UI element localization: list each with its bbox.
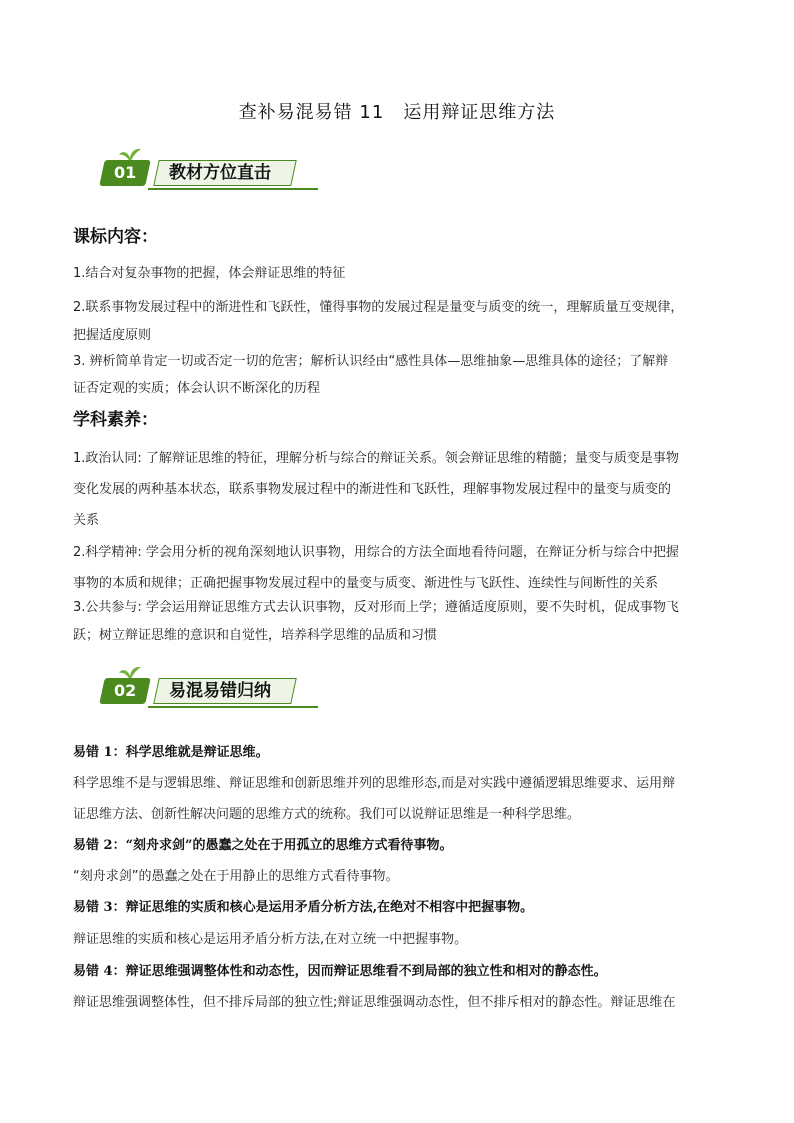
kebiao-item: 证否定观的实质；体会认识不断深化的历程: [73, 381, 321, 396]
heading-kebiao: 课标内容：: [73, 227, 158, 247]
error-heading: 易错 3：辩证思维的实质和核心是运用矛盾分析方法,在绝对不相容中把握事物。: [73, 900, 534, 915]
section-banner-01: [102, 158, 322, 188]
error-heading: 易错 4：辩证思维强调整体性和动态性，因而辩证思维看不到局部的独立性和相对的静态性。: [73, 964, 607, 979]
error-heading: 易错 1：科学思维就是辩证思维。: [73, 745, 269, 760]
suyang-item: 1.政治认同: 了解辩证思维的特征，理解分析与综合的辩证关系。领会辩证思维的精髓；量变与质变是事物: [73, 451, 679, 466]
section-banner-02: [102, 676, 322, 706]
suyang-item: 关系: [73, 513, 100, 528]
error-body: 辩证思维的实质和核心是运用矛盾分析方法,在对立统一中把握事物。: [73, 932, 468, 947]
banner-underline: [148, 706, 318, 708]
suyang-item: 变化发展的两种基本状态，联系事物发展过程中的渐进性和飞跃性，理解事物发展过程中的量变与质变的: [73, 482, 672, 497]
error-heading: 易错 2：“刻舟求剑”的愚蠢之处在于用孤立的思维方式看待事物。: [73, 838, 453, 853]
suyang-item: 3.公共参与: 学会运用辩证思维方式去认识事物，反对形而上学；遵循适度原则，要不失时机，促成事物飞: [73, 600, 679, 615]
error-body: “刻舟求剑”的愚蠢之处在于用静止的思维方式看待事物。: [73, 869, 399, 884]
banner-label: 易混易错归纳: [153, 678, 297, 704]
banner-label: 教材方位直击: [153, 160, 297, 186]
error-body: 证思维方法、创新性解决问题的思维方式的统称。我们可以说辩证思维是一种科学思维。: [73, 807, 581, 822]
suyang-item: 事物的本质和规律；正确把握事物发展过程中的量变与质变、渐进性与飞跃性、连续性与间断性的关系: [73, 576, 659, 591]
error-body: 科学思维不是与逻辑思维、辩证思维和创新思维并列的思维形态,而是对实践中遵循逻辑思维要求、运用辩: [73, 776, 676, 791]
kebiao-item: 把握适度原则: [73, 328, 152, 343]
suyang-item: 2.科学精神: 学会用分析的视角深刻地认识事物，用综合的方法全面地看待问题，在辩证分析与综合中把握: [73, 545, 679, 560]
kebiao-item: 2.联系事物发展过程中的渐进性和飞跃性，懂得事物的发展过程是量变与质变的统一，理解质量互变规律，: [73, 300, 684, 315]
kebiao-item: 1.结合对复杂事物的把握，体会辩证思维的特征: [73, 266, 346, 281]
error-body: 辩证思维强调整体性，但不排斥局部的独立性;辩证思维强调动态性，但不排斥相对的静态性。辩证思维在: [73, 995, 676, 1010]
banner-underline: [148, 188, 318, 190]
banner-number: 01: [99, 160, 151, 186]
heading-suyang: 学科素养：: [73, 410, 158, 430]
page-title: 查补易混易错 11 运用辩证思维方法: [238, 102, 556, 123]
banner-number: 02: [99, 678, 151, 704]
suyang-item: 跃；树立辩证思维的意识和自觉性，培养科学思维的品质和习惯: [73, 628, 438, 643]
kebiao-item: 3. 辨析简单肯定一切或否定一切的危害；解析认识经由“感性具体—思维抽象—思维具体的途径；了解辩: [73, 354, 669, 369]
